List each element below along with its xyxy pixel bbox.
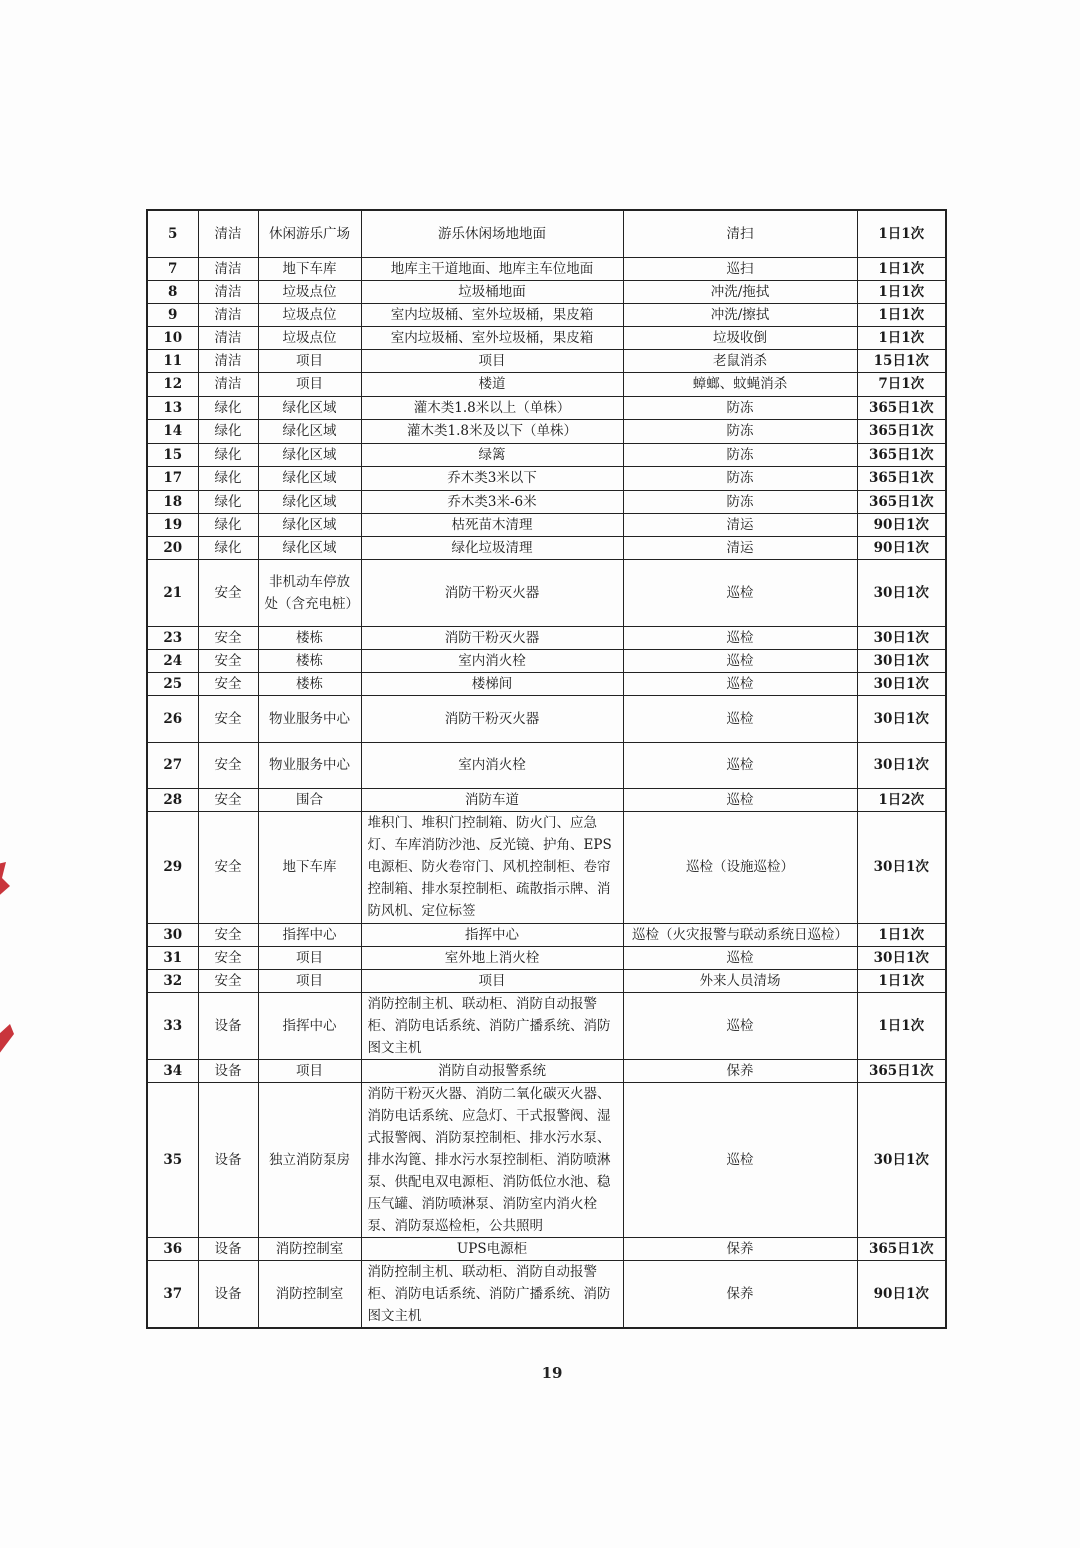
cell-location: 围合 [258,788,361,811]
table-row [147,466,946,490]
cell-detail: 楼梯间 [361,672,623,695]
cell-category: 安全 [198,559,258,626]
cell-task: 巡检 [623,559,857,626]
cell-location: 垃圾点位 [258,280,361,303]
table-row [147,559,946,626]
cell-category: 设备 [198,1082,258,1237]
cell-detail: 乔木类3米-6米 [361,490,623,513]
cell-detail: 室内垃圾桶、室外垃圾桶，果皮箱 [361,303,623,326]
cell-category: 设备 [198,992,258,1059]
cell-number: 27 [147,742,198,788]
table-row [147,257,946,280]
cell-category: 绿化 [198,536,258,559]
cell-task: 巡检 [623,742,857,788]
cell-frequency: 365日1次 [857,396,946,419]
cell-detail: 消防干粉灭火器、消防二氧化碳灭火器、消防电话系统、应急灯、干式报警阀、湿式报警阀、消防泵控制柜、排水污水泵、排水沟篦、排水污水泵控制柜、消防喷淋泵、供配电双电源柜、消防低位水池、稳压气罐、消防喷淋泵、消防室内消火栓泵、消防泵巡检柜，公共照明 [361,1082,623,1237]
cell-number: 17 [147,466,198,490]
cell-category: 绿化 [198,419,258,443]
table-row [147,742,946,788]
cell-location: 绿化区域 [258,419,361,443]
table-row [147,969,946,992]
cell-task: 巡检 [623,672,857,695]
cell-category: 安全 [198,788,258,811]
table-row [147,992,946,1059]
cell-location: 项目 [258,1059,361,1082]
cell-category: 安全 [198,649,258,672]
cell-location: 绿化区域 [258,536,361,559]
cell-number: 36 [147,1237,198,1260]
cell-detail: 项目 [361,969,623,992]
cell-location: 物业服务中心 [258,742,361,788]
cell-task: 巡检 [623,992,857,1059]
cell-task: 蟑螂、蚊蝇消杀 [623,372,857,396]
cell-location: 项目 [258,372,361,396]
cell-location: 消防控制室 [258,1260,361,1328]
cell-frequency: 30日1次 [857,559,946,626]
cell-frequency: 30日1次 [857,626,946,649]
cell-frequency: 1日2次 [857,788,946,811]
cell-location: 独立消防泵房 [258,1082,361,1237]
cell-location: 指挥中心 [258,992,361,1059]
table-row [147,372,946,396]
cell-category: 安全 [198,626,258,649]
page-number: 19 [541,1364,563,1382]
cell-location: 绿化区域 [258,490,361,513]
table-row [147,695,946,742]
table-row [147,1237,946,1260]
cell-task: 清运 [623,536,857,559]
cell-frequency: 30日1次 [857,946,946,969]
cell-detail: 堆积门、堆积门控制箱、防火门、应急灯、车库消防沙池、反光镜、护角、EPS电源柜、防火卷帘门、风机控制柜、卷帘控制箱、排水泵控制柜、疏散指示牌、消防风机、定位标签 [361,811,623,923]
cell-detail: 项目 [361,349,623,372]
cell-category: 设备 [198,1237,258,1260]
red-seal-stamp-edge [0,838,16,1068]
cell-location: 消防控制室 [258,1237,361,1260]
cell-detail: 消防控制主机、联动柜、消防自动报警柜、消防电话系统、消防广播系统、消防图文主机 [361,992,623,1059]
cell-task: 清扫 [623,210,857,257]
cell-task: 清运 [623,513,857,536]
table-row [147,513,946,536]
table-row [147,349,946,372]
cell-frequency: 30日1次 [857,649,946,672]
cell-number: 9 [147,303,198,326]
cell-task: 巡检（火灾报警与联动系统日巡检） [623,923,857,946]
cell-number: 24 [147,649,198,672]
cell-task: 巡扫 [623,257,857,280]
cell-number: 7 [147,257,198,280]
cell-number: 8 [147,280,198,303]
cell-category: 设备 [198,1059,258,1082]
cell-task: 老鼠消杀 [623,349,857,372]
cell-frequency: 30日1次 [857,811,946,923]
cell-category: 清洁 [198,257,258,280]
cell-detail: 室外地上消火栓 [361,946,623,969]
cell-frequency: 7日1次 [857,372,946,396]
cell-task: 保养 [623,1059,857,1082]
cell-category: 安全 [198,946,258,969]
cell-number: 19 [147,513,198,536]
cell-frequency: 1日1次 [857,210,946,257]
cell-category: 清洁 [198,326,258,349]
cell-location: 绿化区域 [258,513,361,536]
table-row [147,811,946,923]
cell-category: 绿化 [198,466,258,490]
cell-number: 33 [147,992,198,1059]
cell-location: 休闲游乐广场 [258,210,361,257]
cell-number: 31 [147,946,198,969]
cell-frequency: 365日1次 [857,466,946,490]
table-row [147,1059,946,1082]
cell-number: 23 [147,626,198,649]
table-row [147,443,946,466]
cell-number: 28 [147,788,198,811]
table-row [147,649,946,672]
cell-number: 5 [147,210,198,257]
table-row [147,672,946,695]
cell-detail: 枯死苗木清理 [361,513,623,536]
cell-task: 外来人员清场 [623,969,857,992]
cell-frequency: 365日1次 [857,443,946,466]
cell-detail: 消防控制主机、联动柜、消防自动报警柜、消防电话系统、消防广播系统、消防图文主机 [361,1260,623,1328]
table-row [147,326,946,349]
cell-frequency: 1日1次 [857,923,946,946]
cell-task: 巡检 [623,695,857,742]
cell-number: 26 [147,695,198,742]
cell-task: 保养 [623,1237,857,1260]
cell-task: 巡检 [623,1082,857,1237]
cell-detail: 指挥中心 [361,923,623,946]
cell-frequency: 30日1次 [857,672,946,695]
cell-category: 安全 [198,923,258,946]
cell-frequency: 365日1次 [857,419,946,443]
cell-location: 项目 [258,946,361,969]
cell-category: 清洁 [198,303,258,326]
cell-location: 垃圾点位 [258,303,361,326]
maintenance-schedule-table [146,209,947,1329]
cell-frequency: 365日1次 [857,1237,946,1260]
cell-frequency: 30日1次 [857,1082,946,1237]
cell-detail: 绿篱 [361,443,623,466]
cell-detail: 室内消火栓 [361,742,623,788]
cell-location: 楼栋 [258,649,361,672]
cell-detail: 室内垃圾桶、室外垃圾桶，果皮箱 [361,326,623,349]
table-row [147,536,946,559]
cell-task: 冲洗/擦拭 [623,303,857,326]
cell-detail: 垃圾桶地面 [361,280,623,303]
cell-frequency: 30日1次 [857,695,946,742]
table-row [147,396,946,419]
cell-category: 绿化 [198,396,258,419]
cell-number: 29 [147,811,198,923]
cell-task: 巡检 [623,626,857,649]
cell-task: 防冻 [623,466,857,490]
cell-task: 保养 [623,1260,857,1328]
cell-location: 物业服务中心 [258,695,361,742]
cell-number: 20 [147,536,198,559]
cell-frequency: 1日1次 [857,280,946,303]
cell-category: 清洁 [198,210,258,257]
cell-detail: 乔木类3米以下 [361,466,623,490]
cell-frequency: 1日1次 [857,992,946,1059]
cell-frequency: 90日1次 [857,513,946,536]
cell-category: 安全 [198,672,258,695]
cell-location: 项目 [258,349,361,372]
cell-frequency: 1日1次 [857,326,946,349]
cell-task: 防冻 [623,396,857,419]
table-row [147,946,946,969]
cell-category: 安全 [198,695,258,742]
cell-location: 绿化区域 [258,466,361,490]
cell-category: 绿化 [198,490,258,513]
cell-frequency: 365日1次 [857,1059,946,1082]
table-body [147,210,946,1328]
cell-category: 安全 [198,969,258,992]
cell-number: 37 [147,1260,198,1328]
cell-frequency: 30日1次 [857,742,946,788]
table-row [147,626,946,649]
cell-location: 地下车库 [258,257,361,280]
cell-category: 绿化 [198,513,258,536]
cell-number: 25 [147,672,198,695]
cell-task: 巡检（设施巡检） [623,811,857,923]
cell-category: 清洁 [198,349,258,372]
cell-number: 21 [147,559,198,626]
cell-category: 绿化 [198,443,258,466]
cell-detail: 消防干粉灭火器 [361,559,623,626]
cell-frequency: 15日1次 [857,349,946,372]
table-row [147,303,946,326]
cell-detail: UPS电源柜 [361,1237,623,1260]
cell-number: 34 [147,1059,198,1082]
cell-location: 项目 [258,969,361,992]
cell-number: 12 [147,372,198,396]
cell-category: 设备 [198,1260,258,1328]
cell-number: 18 [147,490,198,513]
cell-task: 巡检 [623,788,857,811]
cell-frequency: 1日1次 [857,303,946,326]
cell-frequency: 90日1次 [857,1260,946,1328]
cell-location: 非机动车停放处（含充电桩） [258,559,361,626]
cell-location: 指挥中心 [258,923,361,946]
cell-location: 楼栋 [258,672,361,695]
cell-frequency: 90日1次 [857,536,946,559]
cell-category: 清洁 [198,280,258,303]
cell-location: 地下车库 [258,811,361,923]
cell-detail: 消防干粉灭火器 [361,695,623,742]
cell-detail: 地库主干道地面、地库主车位地面 [361,257,623,280]
cell-detail: 楼道 [361,372,623,396]
cell-task: 巡检 [623,946,857,969]
cell-frequency: 365日1次 [857,490,946,513]
cell-number: 10 [147,326,198,349]
cell-detail: 游乐休闲场地地面 [361,210,623,257]
cell-detail: 灌木类1.8米及以下（单株） [361,419,623,443]
cell-detail: 消防车道 [361,788,623,811]
table-row [147,1260,946,1328]
cell-location: 绿化区域 [258,443,361,466]
cell-task: 巡检 [623,649,857,672]
cell-task: 冲洗/拖拭 [623,280,857,303]
cell-task: 防冻 [623,419,857,443]
cell-category: 安全 [198,742,258,788]
cell-number: 15 [147,443,198,466]
cell-location: 楼栋 [258,626,361,649]
cell-detail: 消防自动报警系统 [361,1059,623,1082]
cell-number: 14 [147,419,198,443]
cell-frequency: 1日1次 [857,969,946,992]
table-row [147,280,946,303]
table-row [147,419,946,443]
cell-location: 绿化区域 [258,396,361,419]
table-row [147,1082,946,1237]
cell-detail: 室内消火栓 [361,649,623,672]
cell-number: 11 [147,349,198,372]
cell-frequency: 1日1次 [857,257,946,280]
table-row [147,490,946,513]
cell-number: 35 [147,1082,198,1237]
cell-category: 清洁 [198,372,258,396]
cell-location: 垃圾点位 [258,326,361,349]
cell-task: 防冻 [623,490,857,513]
cell-number: 30 [147,923,198,946]
cell-detail: 消防干粉灭火器 [361,626,623,649]
cell-task: 垃圾收倒 [623,326,857,349]
cell-category: 安全 [198,811,258,923]
cell-detail: 绿化垃圾清理 [361,536,623,559]
cell-number: 32 [147,969,198,992]
table-row [147,788,946,811]
table-row [147,210,946,257]
cell-task: 防冻 [623,443,857,466]
table-row [147,923,946,946]
cell-number: 13 [147,396,198,419]
cell-detail: 灌木类1.8米以上（单株） [361,396,623,419]
